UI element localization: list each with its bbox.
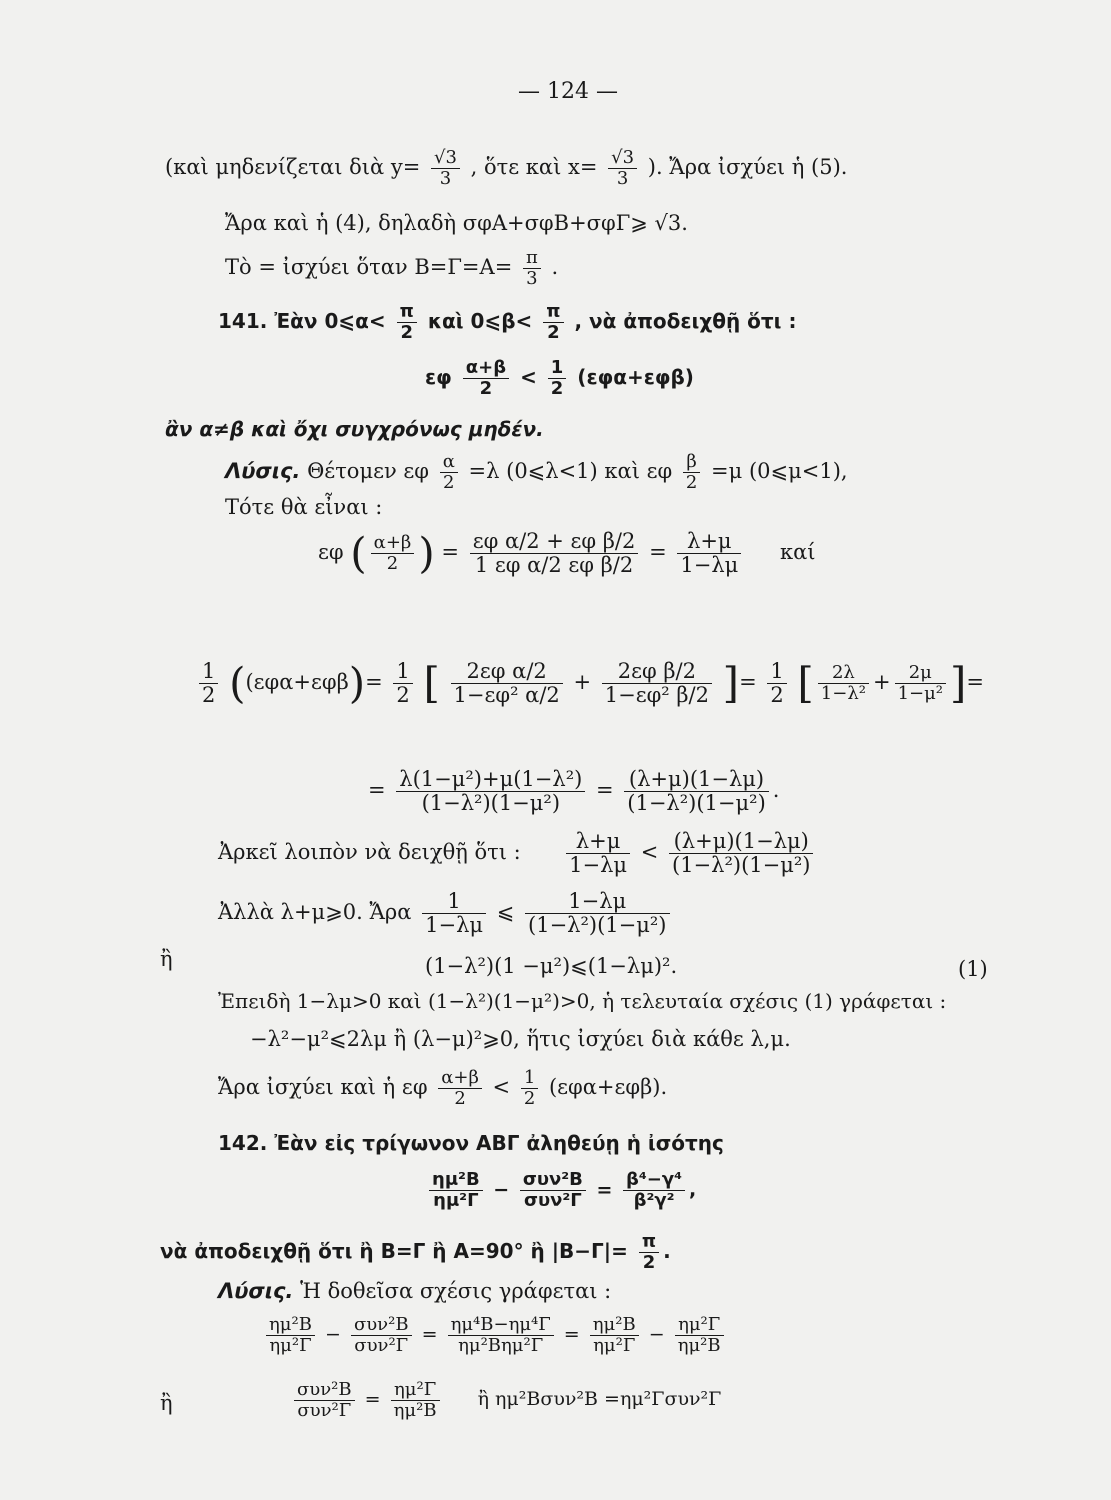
fraction xyxy=(440,452,458,493)
numerator: ημ²Β xyxy=(429,1170,483,1191)
numerator: 1 xyxy=(521,1068,538,1089)
fraction xyxy=(199,660,218,707)
denominator: συν²Γ xyxy=(354,1334,409,1356)
denominator: 2 xyxy=(202,683,216,708)
equation-142-a: $\frac{\text{ημ²Β}}{\text{ημ²Γ}}$ − $\frac{\text{συν²Β}}{\text{συν²Γ}}$ = $\frac{\text{ημ⁴Β−ημ⁴Γ}}{\text{ημ²Βημ²Γ}}$ = $\frac{\text{ημ²Β}}{\text{ημ²Γ}}$ − $\frac{\text{ημ²Γ}}{\text{ημ²Β}}$ xyxy=(262,1315,728,1356)
solution-label: Λύσις. xyxy=(218,1279,294,1303)
fraction xyxy=(566,830,630,877)
numerator: ημ²Γ xyxy=(675,1315,724,1336)
denominator: 1−λμ xyxy=(569,853,628,878)
fraction xyxy=(543,302,563,343)
denominator: 2 xyxy=(547,321,560,343)
equation-142-b: $\frac{\text{συν²Β}}{\text{συν²Γ}}$ = $\frac{\text{ημ²Γ}}{\text{ημ²Β}}$ ἢ ημ²Βσυν²Β =ημ²Γσυν²Γ xyxy=(290,1380,721,1421)
numerator: π xyxy=(397,302,417,323)
fraction xyxy=(639,1232,659,1273)
text-segment: νὰ ἀποδειχθῇ ὅτι ἢ Β=Γ ἢ Α=90° ἢ |Β−Γ|= xyxy=(160,1238,628,1263)
denominator: 1−λ² xyxy=(820,683,866,705)
numerator: λ(1−μ²)+μ(1−λ²) xyxy=(396,768,585,792)
problem-number: 141. xyxy=(218,308,268,333)
text-segment: Ἄρα ἰσχύει καὶ ἡ εφ xyxy=(218,1074,428,1099)
fraction xyxy=(608,148,637,189)
text-segment: Ἡ δοθεῖσα σχέσις γράφεται : xyxy=(300,1279,612,1303)
denominator: 1−εφ² α/2 xyxy=(453,683,560,708)
equation-5: −λ²−μ²⩽2λμ ἢ (λ−μ)²⩾0, ἥτις ἰσχύει διὰ κάθε λ,μ. xyxy=(250,1027,791,1051)
fraction xyxy=(677,530,741,577)
numerator: β xyxy=(683,452,700,473)
numerator: συν²Β xyxy=(351,1315,412,1336)
fraction xyxy=(438,1068,482,1109)
text-segment: ). Ἄρα ἰσχύει ἡ (5). xyxy=(647,154,848,179)
fraction xyxy=(431,148,460,189)
fraction xyxy=(675,1315,724,1356)
text-segment: Θέτομεν εφ xyxy=(307,458,430,483)
text-segment: . xyxy=(551,254,559,279)
numerator: (λ+μ)(1−λμ) xyxy=(669,830,813,854)
numerator: 2εφ β/2 xyxy=(602,660,712,684)
numerator: α+β xyxy=(438,1068,482,1089)
denominator: (1−λ²)(1−μ²) xyxy=(528,913,667,938)
fraction xyxy=(351,1315,412,1356)
page-number: — 124 — xyxy=(518,79,618,104)
denominator: 2 xyxy=(479,377,493,399)
text-segment: < xyxy=(520,364,537,389)
left-paren: ( xyxy=(350,528,367,578)
denominator: ημ²Β xyxy=(677,1334,721,1356)
numerator: 2μ xyxy=(895,663,946,684)
text-segment: εφ xyxy=(318,540,344,565)
numerator: 1−λμ xyxy=(525,890,669,914)
or-marker-2: ἢ xyxy=(160,1391,173,1415)
text-segment: καί xyxy=(779,540,816,565)
numerator: 1 xyxy=(422,890,486,914)
equation-3: = $\frac{\text{λ(1−μ²)+μ(1−λ²)}}{\text{(1−λ²)(1−μ²)}}$ = $\frac{(\lambda+\mu)(1-\lambda\mu)}{\text{(1−λ²)(1−μ²)}}$ . xyxy=(368,767,780,816)
denominator: β²γ² xyxy=(633,1189,675,1211)
left-bracket: [ xyxy=(423,658,440,708)
fraction xyxy=(391,1380,440,1421)
denominator: 1−λμ xyxy=(425,913,484,938)
equation-1 xyxy=(318,530,816,577)
denominator: 2 xyxy=(770,683,784,708)
condition-line: ἂν α≠β καὶ ὄχι συγχρόνως μηδέν. xyxy=(165,417,544,441)
numerator: α+β xyxy=(463,358,509,379)
denominator: 2 xyxy=(685,471,698,493)
problem-number: 142. xyxy=(218,1131,268,1155)
or-marker: ἢ xyxy=(160,947,173,971)
denominator: ημ²Γ xyxy=(593,1334,636,1356)
numerator: π xyxy=(639,1232,659,1253)
text-segment: =λ (0⩽λ<1) καὶ εφ xyxy=(468,458,673,483)
numerator: √3 xyxy=(608,148,637,169)
since-line: Ἐπειδὴ 1−λμ>0 καὶ (1−λ²)(1−μ²)>0, ἡ τελευταία σχέσις (1) γράφεται : xyxy=(218,989,947,1013)
fraction xyxy=(683,452,700,493)
fraction xyxy=(371,533,415,574)
prove-line: νὰ ἀποδειχθῇ ὅτι ἢ Β=Γ ἢ Α=90° ἢ |Β−Γ|= $\frac{\pi}{2}$ . xyxy=(160,1231,671,1273)
denominator: 2 xyxy=(386,553,399,575)
suffices-line: Ἀρκεῖ λοιπὸν νὰ δειχθῇ ὅτι : $\frac{\lambda+\mu}{1-\lambda\mu}$ < $\frac{(\lambda+\mu)(1-\lambda\mu)}{\text{(1−λ²)(1−μ²)}}$ xyxy=(218,830,817,877)
text-segment: εφ xyxy=(425,364,452,389)
fraction xyxy=(448,1315,554,1356)
numerator: (λ+μ)(1−λμ) xyxy=(624,768,768,792)
numerator: ημ²Β xyxy=(266,1315,315,1336)
denominator: 2 xyxy=(400,321,414,343)
text-segment: (εφα+εφβ) xyxy=(577,364,694,389)
denominator: 1 εφ α/2 εφ β/2 xyxy=(474,553,634,578)
fraction xyxy=(396,768,585,815)
text-segment: (εφα+εφβ xyxy=(245,670,349,695)
equals: = xyxy=(441,540,460,565)
fraction xyxy=(590,1315,639,1356)
denominator: 2 xyxy=(642,1251,656,1273)
fraction xyxy=(818,663,869,704)
equation-number-1: (1) xyxy=(958,957,988,981)
text-segment: Τὸ = ἰσχύει ὅταν Β=Γ=Α= xyxy=(225,254,513,279)
fraction xyxy=(523,248,541,289)
numerator: ημ²Γ xyxy=(391,1380,440,1401)
fraction xyxy=(429,1170,483,1211)
denominator: (1−λ²)(1−μ²) xyxy=(672,853,811,878)
fraction xyxy=(294,1380,355,1421)
denominator: 1−μ² xyxy=(897,683,944,705)
solution-line-1 xyxy=(225,452,848,493)
left-paren: ( xyxy=(229,658,246,708)
denominator: 2 xyxy=(523,1087,536,1109)
text-segment: Ἐὰν εἰς τρίγωνον ΑΒΓ ἀληθεύῃ ἡ ἰσότης xyxy=(274,1131,724,1155)
numerator: ημ⁴Β−ημ⁴Γ xyxy=(448,1315,554,1336)
denominator: 2 xyxy=(550,377,564,399)
inequality-141 xyxy=(425,358,694,399)
text-line-3 xyxy=(225,248,558,289)
denominator: ημ²Βημ²Γ xyxy=(458,1334,544,1356)
denominator: (1−λ²)(1−μ²) xyxy=(421,791,561,816)
numerator: 1 xyxy=(548,358,567,379)
equation-4: (1−λ²)(1 −μ²)⩽(1−λμ)². xyxy=(425,954,678,978)
fraction xyxy=(623,1170,685,1211)
fraction xyxy=(463,358,509,399)
numerator: 2λ xyxy=(818,663,869,684)
numerator: λ+μ xyxy=(677,530,741,554)
numerator: π xyxy=(543,302,563,323)
denominator: 2 xyxy=(396,683,410,708)
numerator: συν²Β xyxy=(294,1380,355,1401)
numerator: β⁴−γ⁴ xyxy=(623,1170,685,1191)
denominator: 2 xyxy=(454,1087,466,1109)
tote-line: Τότε θὰ εἶναι : xyxy=(225,495,383,519)
fraction xyxy=(266,1315,315,1356)
fraction xyxy=(451,660,563,707)
denominator: 3 xyxy=(616,167,629,189)
problem-141-statement xyxy=(218,302,796,343)
left-bracket: [ xyxy=(797,658,814,708)
denominator: 1−εφ² β/2 xyxy=(604,683,709,708)
denominator: 1−λμ xyxy=(680,553,739,578)
equation-142: $\frac{\text{ημ²Β}}{\text{ημ²Γ}}$ − $\frac{\text{συν²Β}}{\text{συν²Γ}}$ = $\frac{\text{β⁴−γ⁴}}{\text{β²γ²}}$ , xyxy=(425,1170,696,1211)
numerator: 1 xyxy=(393,660,412,684)
right-bracket: ] xyxy=(950,658,967,708)
numerator: α+β xyxy=(371,533,415,554)
denominator: 2 xyxy=(443,471,455,493)
fraction xyxy=(393,660,412,707)
right-bracket: ] xyxy=(722,658,740,708)
denominator: 3 xyxy=(526,267,538,289)
numerator: √3 xyxy=(431,148,460,169)
fraction xyxy=(624,768,768,815)
denominator: ημ²Β xyxy=(393,1399,437,1421)
problem-142-statement xyxy=(218,1132,724,1154)
text-segment: καὶ 0⩽β< xyxy=(427,308,533,333)
text-segment: Ἀλλὰ λ+μ⩾0. Ἄρα xyxy=(218,900,412,925)
right-paren: ) xyxy=(348,658,366,708)
text-segment: =μ (0⩽μ<1), xyxy=(711,458,848,483)
denominator: ημ²Γ xyxy=(433,1189,479,1211)
numerator: 1 xyxy=(767,660,786,684)
fraction xyxy=(525,890,669,937)
text-segment: (καὶ μηδενίζεται διὰ y= xyxy=(165,154,421,179)
fraction xyxy=(422,890,486,937)
numerator: α xyxy=(440,452,458,473)
fraction xyxy=(602,660,712,707)
right-paren: ) xyxy=(418,528,435,578)
text-segment: , ὅτε καὶ x= xyxy=(470,154,598,179)
text-segment: Ἀρκεῖ λοιπὸν νὰ δειχθῇ ὅτι : xyxy=(218,840,521,865)
text-line-1 xyxy=(165,148,847,189)
equals: = xyxy=(649,540,667,565)
fraction xyxy=(521,1068,538,1109)
denominator: 3 xyxy=(439,167,452,189)
numerator: ημ²Β xyxy=(590,1315,639,1336)
text-segment: ἢ ημ²Βσυν²Β =ημ²Γσυν²Γ xyxy=(477,1388,722,1411)
fraction xyxy=(397,302,417,343)
numerator: εφ α/2 + εφ β/2 xyxy=(470,530,639,554)
numerator: συν²Β xyxy=(520,1170,586,1191)
denominator: (1−λ²)(1−μ²) xyxy=(627,791,766,816)
text-segment: , νὰ ἀποδειχθῇ ὅτι : xyxy=(574,308,797,333)
solution-142-line xyxy=(218,1280,611,1303)
fraction xyxy=(767,660,786,707)
text-segment: (εφα+εφβ). xyxy=(548,1074,668,1099)
equation-2: $\frac{1}{2}$ ((εφα+εφβ)= $\frac{1}{2}$ [ $\frac{\text{2εφ α/2}}{\text{1−εφ² α/2}}$ + $\frac{\text{2εφ β/2}}{\text{1−εφ² β/2}}$ ]= $\frac{1}{2}$ [ $\frac{2\lambda}{\text{1−λ²}}$ + $\frac{2\mu}{\text{1−μ²}}$ ]= xyxy=(195,660,984,707)
fraction xyxy=(520,1170,586,1211)
denominator: ημ²Γ xyxy=(269,1334,312,1356)
denominator: συν²Γ xyxy=(523,1189,582,1211)
fraction xyxy=(669,830,813,877)
numerator: 1 xyxy=(199,660,218,684)
numerator: π xyxy=(523,248,541,269)
therefore-line: Ἄρα ἰσχύει καὶ ἡ εφ $\frac{\alpha+\beta}{2}$ < $\frac{1}{2}$ (εφα+εφβ). xyxy=(218,1067,668,1109)
denominator: συν²Γ xyxy=(297,1399,352,1421)
fraction xyxy=(895,663,946,704)
fraction xyxy=(470,530,639,577)
numerator: λ+μ xyxy=(566,830,630,854)
solution-label: Λύσις. xyxy=(225,458,301,483)
fraction xyxy=(548,358,567,399)
text-segment: Ἐὰν 0⩽α< xyxy=(274,308,386,333)
but-line: Ἀλλὰ λ+μ⩾0. Ἄρα $\frac{1}{1-\lambda\mu}$ ⩽ $\frac{1-\lambda\mu}{\text{(1−λ²)(1−μ²)}}$ xyxy=(218,890,674,937)
text-line-2: Ἄρα καὶ ἡ (4), δηλαδὴ σφΑ+σφΒ+σφΓ⩾ √3. xyxy=(225,211,688,235)
numerator: 2εφ α/2 xyxy=(451,660,563,684)
